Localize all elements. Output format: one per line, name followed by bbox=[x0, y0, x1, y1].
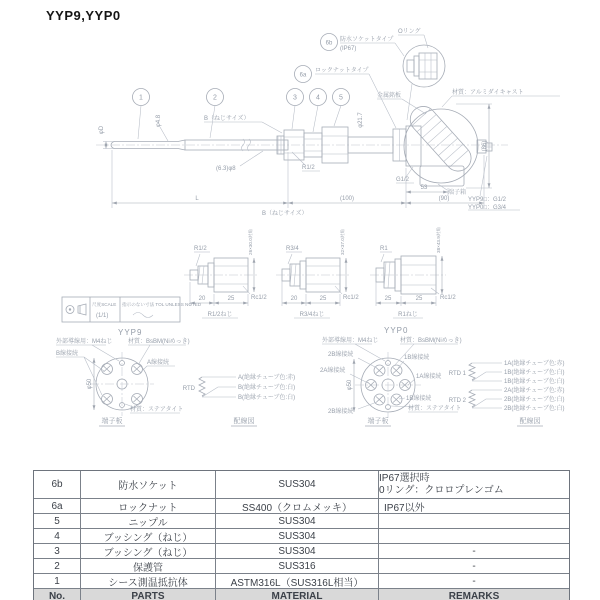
thread-detail-r1 bbox=[370, 227, 456, 318]
cell-material: ASTM316L（SUS316L相当） bbox=[215, 574, 378, 588]
cell-material: SUS304 bbox=[215, 529, 378, 543]
svg-text:20: 20 bbox=[198, 296, 206, 302]
yyp9-screw-note: 外部導線用：M4ねじ bbox=[56, 339, 113, 345]
svg-text:4: 4 bbox=[316, 94, 320, 102]
svg-text:2A(絶縁チューブ色:赤): 2A(絶縁チューブ色:赤) bbox=[504, 388, 565, 394]
header-no: No. bbox=[48, 590, 66, 600]
yyp9-diagram-label: 配線図 bbox=[233, 418, 255, 425]
balloon-5 bbox=[333, 89, 350, 127]
page-title: YYP9,YYP0 bbox=[46, 8, 121, 23]
cell-remarks: IP67以外 bbox=[378, 499, 569, 513]
locknut-type-label: ロックナットタイプ bbox=[315, 68, 369, 74]
yyp0-title: YYP0 bbox=[384, 326, 409, 335]
cell-material: SUS304 bbox=[215, 514, 378, 528]
table-row bbox=[34, 498, 569, 513]
svg-text:R1/2: R1/2 bbox=[194, 246, 207, 252]
yyp0-screw-note: 外部導線用：M4ねじ bbox=[322, 338, 379, 344]
svg-text:材質：アルミダイキャスト: 材質：アルミダイキャスト bbox=[452, 90, 524, 96]
svg-text:5: 5 bbox=[339, 94, 343, 102]
table-row bbox=[34, 513, 569, 528]
svg-text:G1/2: G1/2 bbox=[396, 177, 410, 183]
balloon-4 bbox=[310, 89, 327, 133]
cell-no: 6a bbox=[51, 500, 63, 512]
socket-ip-label: (IP67) bbox=[340, 46, 357, 52]
svg-text:25: 25 bbox=[415, 296, 423, 302]
svg-text:B（ねじサイズ）: B（ねじサイズ） bbox=[204, 116, 250, 122]
svg-text:(6.3)φ8: (6.3)φ8 bbox=[216, 166, 236, 172]
yyp0-wire-1b-top: 1B線接続 bbox=[404, 355, 430, 361]
cell-parts: 保護管 bbox=[80, 559, 215, 573]
svg-text:1: 1 bbox=[139, 94, 143, 102]
balloon-3 bbox=[287, 89, 304, 130]
header-remarks: REMARKS bbox=[378, 589, 569, 600]
cell-no: 4 bbox=[54, 530, 60, 542]
svg-text:20: 20 bbox=[290, 296, 298, 302]
yyp9-title: YYP9 bbox=[118, 328, 143, 337]
roughness-note bbox=[216, 151, 263, 172]
dim-90: (90) bbox=[438, 196, 450, 202]
svg-text:6b: 6b bbox=[325, 40, 333, 47]
nameplate-label bbox=[377, 91, 426, 114]
svg-text:26×30.0対角: 26×30.0対角 bbox=[248, 229, 253, 255]
svg-text:R1ねじ: R1ねじ bbox=[398, 312, 418, 318]
balloon-2 bbox=[207, 89, 224, 139]
svg-text:Rc1/2: Rc1/2 bbox=[251, 295, 267, 301]
cell-material: SUS304 bbox=[215, 471, 378, 498]
svg-text:1B(絶縁チューブ色:白): 1B(絶縁チューブ色:白) bbox=[504, 379, 565, 385]
yyp9-plate-label: 端子板 bbox=[101, 418, 123, 425]
svg-text:2B(絶縁チューブ色:白): 2B(絶縁チューブ色:白) bbox=[504, 397, 565, 403]
svg-text:38×43.9対角: 38×43.9対角 bbox=[436, 227, 441, 253]
svg-text:A(絶縁チューブ色:赤): A(絶縁チューブ色:赤) bbox=[238, 375, 296, 381]
yyp0-rtd2-label: RTD 2 bbox=[448, 398, 466, 404]
svg-text:3: 3 bbox=[293, 94, 297, 102]
table-row bbox=[34, 543, 569, 558]
cell-parts: 防水ソケット bbox=[80, 471, 215, 498]
yyp0-wiring bbox=[449, 359, 565, 426]
scale-label: 尺度SCALE bbox=[92, 302, 117, 307]
socket-type-label: 防水ソケットタイプ bbox=[340, 37, 394, 43]
yyp0-material-note: 材質：BsBM(Niめっき) bbox=[400, 338, 462, 344]
dim-53: 53 bbox=[420, 185, 428, 191]
yyp9-wiring bbox=[183, 373, 295, 426]
terminal-head bbox=[404, 101, 492, 186]
svg-text:2: 2 bbox=[213, 94, 217, 102]
svg-text:1B(絶縁チューブ色:白): 1B(絶縁チューブ色:白) bbox=[504, 370, 565, 376]
parts-table bbox=[33, 470, 570, 600]
svg-text:Rc1/2: Rc1/2 bbox=[440, 295, 456, 301]
cell-parts: ニップル bbox=[80, 514, 215, 528]
details-header: B（ねじサイズ） bbox=[262, 211, 308, 217]
svg-text:25: 25 bbox=[384, 296, 392, 302]
cell-remarks: - bbox=[378, 559, 569, 573]
header-parts: PARTS bbox=[80, 589, 215, 600]
projection-symbol bbox=[66, 304, 86, 315]
table-row bbox=[34, 573, 569, 588]
yyp9-a-wire-label: A線接続 bbox=[147, 360, 170, 366]
cell-parts: ブッシング（ねじ） bbox=[80, 529, 215, 543]
dim-86: (86) bbox=[482, 140, 488, 152]
cell-material: SS400（クロムメッキ） bbox=[215, 499, 378, 513]
table-row bbox=[34, 471, 569, 498]
table-row bbox=[34, 558, 569, 573]
svg-text:25: 25 bbox=[227, 296, 235, 302]
tolerance-note: 指示のない寸法 TOL UNLESS NOTED bbox=[122, 302, 202, 307]
title-block bbox=[62, 297, 202, 322]
dim-phi-48 bbox=[156, 114, 168, 141]
main-dimensions bbox=[112, 104, 492, 208]
dim-phi-48-label: φ4.8 bbox=[156, 114, 162, 128]
thread-detail-r34 bbox=[276, 229, 359, 318]
yyp0-wire-2b-top: 2B線接続 bbox=[328, 352, 354, 358]
yyp9-section bbox=[56, 328, 295, 426]
g12-label bbox=[396, 167, 414, 183]
dim-100: (100) bbox=[339, 196, 355, 202]
balloon-6b bbox=[321, 34, 405, 57]
yyp0-dia50: φ50 bbox=[347, 379, 353, 391]
yyp0-section bbox=[320, 326, 565, 426]
cell-no: 6b bbox=[51, 479, 63, 490]
svg-text:YYP9□：G1/2: YYP9□：G1/2 bbox=[468, 197, 506, 203]
svg-text:32×37.0対角: 32×37.0対角 bbox=[340, 229, 345, 255]
scale-value: (1/1) bbox=[96, 313, 109, 319]
dim-phi-d-label: φD bbox=[99, 125, 105, 135]
svg-text:金属銘板: 金属銘板 bbox=[377, 93, 402, 99]
table-row bbox=[34, 528, 569, 543]
cell-remarks: - bbox=[378, 574, 569, 588]
yyp0-insulator-note: 材質：ステアタイト bbox=[408, 406, 462, 412]
yyp9-insulator-note: 材質：ステアタイト bbox=[130, 407, 184, 413]
table-header-row bbox=[34, 588, 569, 600]
cell-no: 5 bbox=[54, 515, 60, 527]
header-material: MATERIAL bbox=[215, 589, 378, 600]
svg-text:Oリング: Oリング bbox=[398, 29, 421, 35]
balloon-1 bbox=[133, 89, 150, 140]
cell-material: SUS316 bbox=[215, 559, 378, 573]
svg-text:25: 25 bbox=[319, 296, 327, 302]
cell-parts: シース測温抵抗体 bbox=[80, 574, 215, 588]
r12-label bbox=[292, 152, 320, 171]
svg-text:B(絶縁チューブ色:白): B(絶縁チューブ色:白) bbox=[238, 385, 296, 391]
svg-text:1A(絶縁チューブ色:赤): 1A(絶縁チューブ色:赤) bbox=[504, 361, 565, 367]
cell-parts: ブッシング（ねじ） bbox=[80, 544, 215, 558]
dim-phi-217-label: φ21.7 bbox=[358, 112, 364, 128]
svg-text:2B(絶縁チューブ色:白): 2B(絶縁チューブ色:白) bbox=[504, 406, 565, 412]
thread-details bbox=[184, 209, 456, 318]
yyp0-wire-2a: 2A線接続 bbox=[320, 368, 346, 374]
svg-text:端子箱: 端子箱 bbox=[448, 190, 467, 196]
svg-text:6a: 6a bbox=[299, 72, 307, 79]
yyp0-wire-1b-bottom: 1B線接続 bbox=[406, 396, 432, 402]
main-thread-size-label bbox=[204, 114, 282, 133]
yyp0-plate-label: 端子板 bbox=[367, 418, 389, 425]
cell-remarks: IP67選択時 0リング：クロロプレンゴム bbox=[378, 471, 569, 498]
dim-L: L bbox=[195, 196, 199, 202]
cell-remarks: - bbox=[378, 544, 569, 558]
yyp9-dia50: φ50 bbox=[87, 378, 93, 390]
yyp9-material-note: 材質：BsBM(Niめっき) bbox=[128, 339, 190, 345]
yyp0-wire-2b-bottom: 2B線接続 bbox=[328, 409, 354, 415]
svg-text:R3/4: R3/4 bbox=[286, 246, 299, 252]
svg-text:Rc1/2: Rc1/2 bbox=[343, 295, 359, 301]
svg-text:B(絶縁チューブ色:白): B(絶縁チューブ色:白) bbox=[238, 395, 296, 401]
cell-remarks bbox=[378, 514, 569, 528]
cell-remarks bbox=[378, 529, 569, 543]
cell-material: SUS304 bbox=[215, 544, 378, 558]
svg-text:YYP0□：G3/4: YYP0□：G3/4 bbox=[468, 205, 506, 211]
cell-no: 2 bbox=[54, 560, 60, 572]
main-assembly bbox=[96, 27, 560, 211]
svg-text:R1/2ねじ: R1/2ねじ bbox=[207, 312, 233, 318]
svg-text:R1/2: R1/2 bbox=[302, 165, 315, 171]
cell-no: 1 bbox=[54, 575, 60, 587]
yyp0-diagram-label: 配線図 bbox=[519, 418, 541, 425]
cell-parts: ロックナット bbox=[80, 499, 215, 513]
yyp9-b-wire-label: B線接続 bbox=[56, 351, 79, 357]
yyp0-wire-1a: 1A線接続 bbox=[416, 374, 442, 380]
yyp0-rtd1-label: RTD 1 bbox=[448, 371, 466, 377]
yyp9-rtd-label: RTD bbox=[182, 386, 195, 392]
svg-text:R3/4ねじ: R3/4ねじ bbox=[299, 312, 325, 318]
cell-no: 3 bbox=[54, 545, 60, 557]
svg-text:R1: R1 bbox=[380, 246, 388, 252]
